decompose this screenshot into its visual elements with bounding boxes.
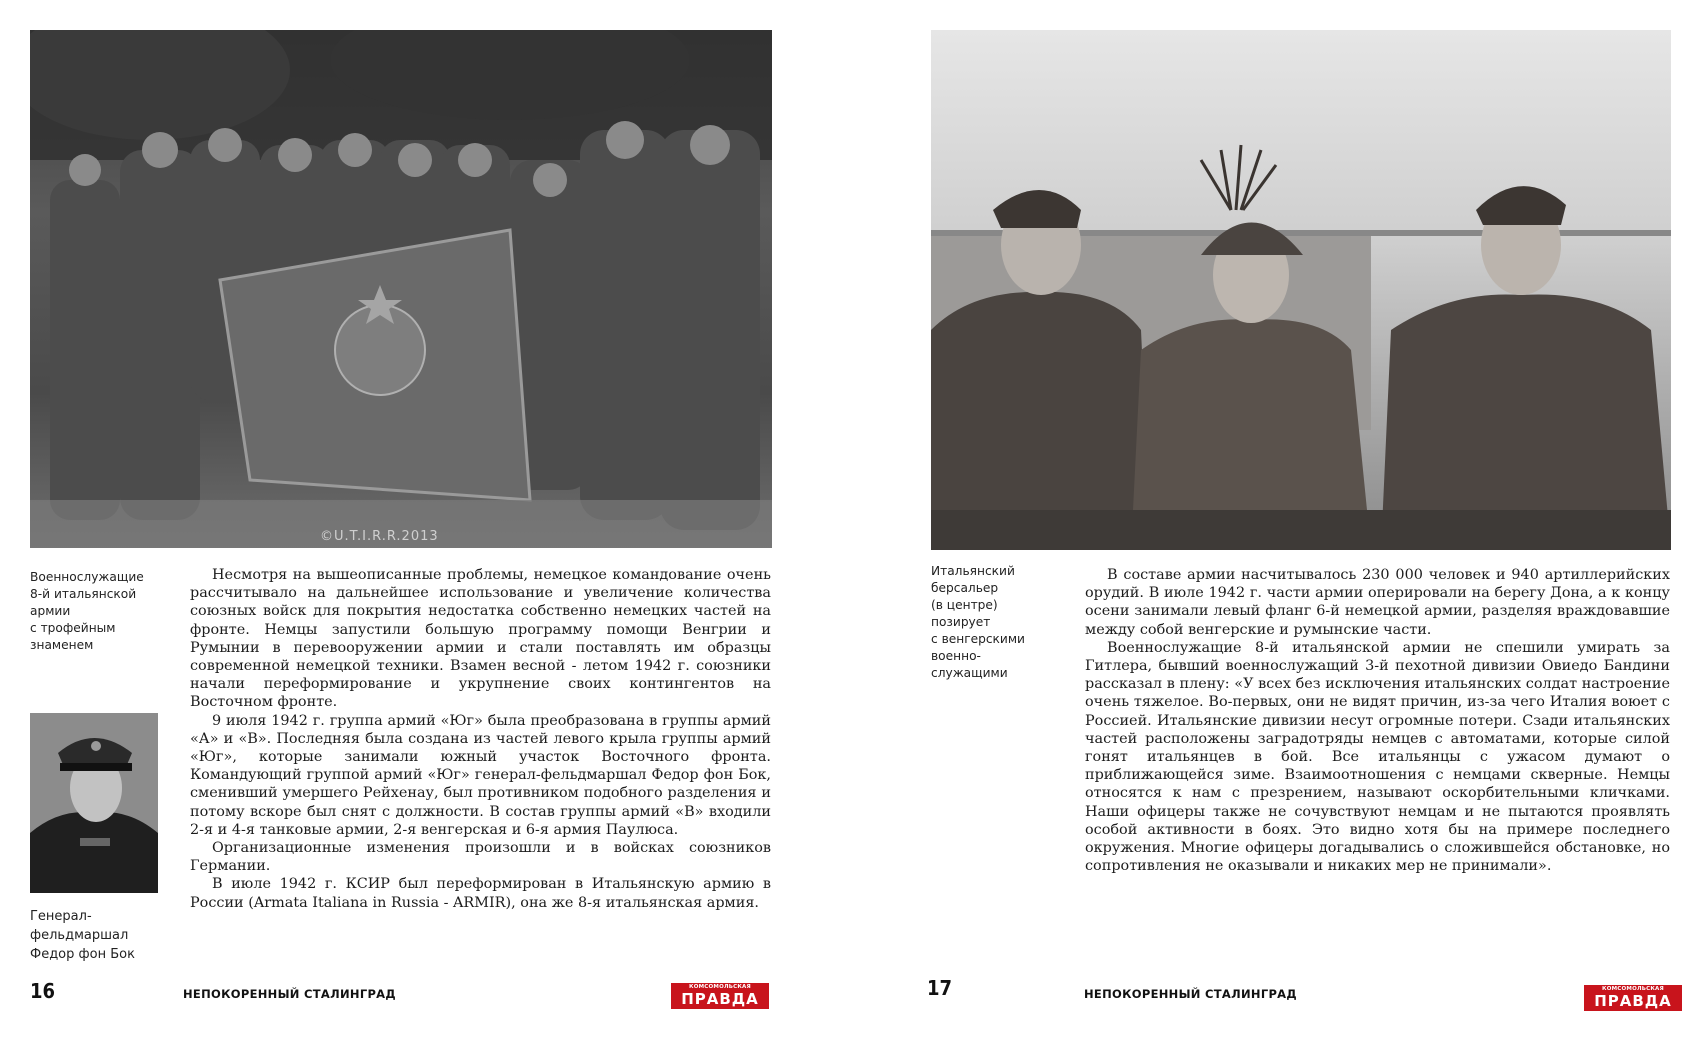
photo-watermark: ©U.T.I.R.R.2013 [320, 529, 439, 544]
paragraph: В июле 1942 г. КСИР был переформирован в Итальянскую армию в России (Armata Italiana in Russia - ARMIR), она же 8-я итальянская армия. [190, 876, 771, 911]
newspaper-logo-left [671, 983, 769, 1009]
running-title-right: НЕПОКОРЕННЫЙ СТАЛИНГРАД [1084, 987, 1297, 1001]
photo-caption-trophy-banner: Военнослужащие 8-й итальянской армии с трофейным знаменем [30, 570, 144, 652]
photo-trophy-banner-image [30, 30, 772, 548]
page-number-left: 16 [30, 979, 56, 1003]
article-text-left [190, 566, 771, 912]
photo-caption-von-bock: Генерал- фельдмаршал Федор фон Бок [30, 909, 135, 962]
photo-trophy-banner [30, 30, 772, 548]
photo-caption-bersaglier: Итальянский берсальер (в центре) позирует с венгерскими военно- служащими [931, 564, 1025, 680]
photo-portrait-von-bock [30, 713, 158, 893]
paragraph: Несмотря на вышеописанные проблемы, немецкое командование очень рассчитывало на дальнейшее использование и увеличение количества союзных войск для покрытия недостатка собственно немецких частей на фронте. Немцы запустили большую программу помощи Венгрии и Румынии в перевооружении армии и стали поставлять им образцы современной немецкой техники. Взамен весной - летом 1942 г. союзники начали переформирование и укрупнение своих контингентов на Восточном фронте. [190, 567, 771, 711]
photo-bersaglier-image [931, 30, 1671, 550]
paragraph: 9 июля 1942 г. группа армий «Юг» была преобразована в группы армий «А» и «В». Последняя была создана из частей левого крыла группы армий «Юг», которые занимали южный участок Восточного фронта. Командующий группой армий «Юг» генерал-фельдмаршал Федор фон Бок, сменивший умершего Рейхенау, был противником подобного разделения и потому вскоре был снят с должности. В состав группы армий «В» входили 2-я и 4-я танковые армии, 2-я венгерская и 6-я армия Паулюса. [190, 712, 771, 838]
paragraph: В составе армии насчитывалось 230 000 человек и 940 артиллерийских орудий. В июле 1942 г. части армии оперировали на берегу Дона, а к концу осени занимали левый фланг 6-й немецкой армии, разделяя враждовавшие между собой венгерские и румынские части. [1085, 567, 1670, 638]
paragraph: Военнослужащие 8-й итальянской армии не спешили умирать за Гитлера, бывший военнослужащий 3-й пехотной дивизии Овиедо Бандини рассказал в плену: «У всех без исключения итальянских солдат настроение очень тяжелое. Во-первых, они не видят причин, из-за чего Италия воюет с Россией. Итальянские дивизии несут огромные потери. Сзади итальянских частей расположены заградотряды немцев с автоматами, которые силой гонят итальянцев в бой. Все итальянцы с ужасом думают о приближающейся зиме. Взаимоотношения с немцами скверные. Немцы относятся к нам с презрением, называют оскорбительными кличками. Наши офицеры также не сочувствуют немцам и не пытаются проявлять особой активности в боях. Это видно хотя бы на примере последнего окружения. Многие офицеры догадывались о сложившейся обстановке, но сопротивления не оказывали и никаких мер не принимали». [1085, 639, 1670, 875]
newspaper-logo-right [1584, 985, 1682, 1011]
article-text-right [1085, 566, 1670, 875]
logo-top-line: КОМСОМОЛЬСКАЯ [1602, 986, 1664, 992]
running-title-left: НЕПОКОРЕННЫЙ СТАЛИНГРАД [183, 987, 396, 1001]
photo-bersaglier-with-hungarians [931, 30, 1671, 550]
logo-main-text: ПРАВДА [681, 990, 759, 1008]
logo-main-text: ПРАВДА [1594, 992, 1672, 1010]
right-page [847, 0, 1694, 1038]
logo-top-line: КОМСОМОЛЬСКАЯ [689, 984, 751, 990]
page-number-right: 17 [927, 976, 953, 1000]
paragraph: Организационные изменения произошли и в войсках союзников Германии. [190, 840, 771, 875]
portrait-von-bock-image [30, 713, 158, 893]
